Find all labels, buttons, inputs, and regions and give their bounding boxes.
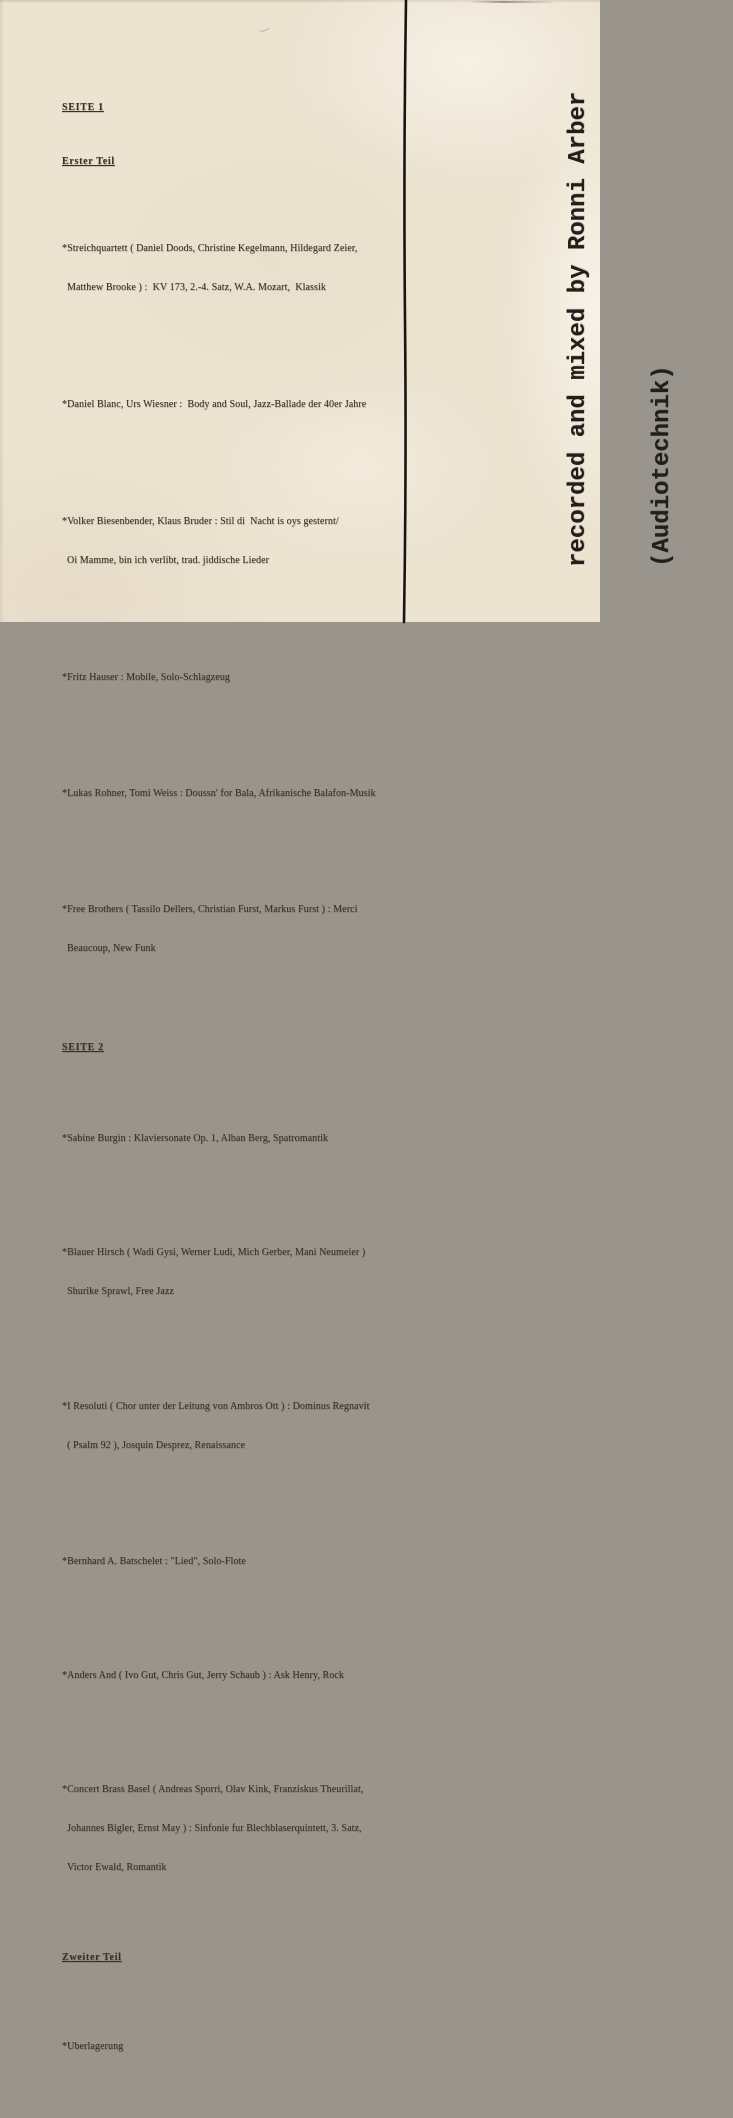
track-line: *Streichquartett ( Daniel Doods, Christine Kegelmann, Hildegard Zeier,	[62, 243, 358, 254]
track-line: *Lukas Rohner, Tomi Weiss : Doussn' for Bala, Afrikanische Balafon-Musik	[62, 788, 376, 799]
track-line: ( Psalm 92 ), Josquin Desprez, Renaissance	[67, 1440, 246, 1451]
track-item	[62, 1643, 400, 1708]
track-line: Beaucoup, New Funk	[67, 943, 156, 954]
pencil-mark	[257, 23, 270, 32]
track-item	[62, 1106, 400, 1171]
track-item	[62, 489, 400, 593]
track-line: Oi Mamme, bin ich verlibt, trad. jiddische Lieder	[67, 555, 270, 566]
zweiter-teil-heading: Zweiter Teil	[62, 1952, 122, 1963]
track-item	[62, 1529, 400, 1594]
track-item	[62, 1374, 400, 1478]
tracklist	[62, 62, 400, 2118]
seite2-heading: SEITE 2	[62, 1042, 104, 1053]
credits-block	[509, 67, 733, 567]
credits-line-recorded: recorded and mixed by Ronni Arber	[565, 91, 592, 567]
track-line: Victor Ewald, Romantik	[67, 1862, 167, 1873]
track-line: Shurike Sprawl, Free Jazz	[67, 1286, 174, 1297]
track-line: Johannes Bigler, Ernst May ) : Sinfonie fur Blechblaserquintett, 3. Satz,	[67, 1823, 362, 1834]
seite1-heading: SEITE 1	[62, 102, 104, 113]
track-item	[62, 2014, 400, 2079]
track-line: *Blauer Hirsch ( Wadi Gysi, Werner Ludi, Mich Gerber, Mani Neumeier )	[62, 1247, 366, 1258]
track-item	[62, 1220, 400, 1324]
track-item	[62, 216, 400, 320]
scan-smudge	[468, 1, 554, 4]
erster-teil-heading: Erster Teil	[62, 156, 115, 167]
track-line: *Fritz Hauser : Mobile, Solo-Schlagzeug	[62, 672, 231, 683]
track-line: *Bernhard A. Batschelet : "Lied", Solo-Flote	[62, 1556, 246, 1567]
track-line: Matthew Brooke ) : KV 173, 2.-4. Satz, W.A. Mozart, Klassik	[67, 282, 326, 293]
track-line: *Concert Brass Basel ( Andreas Sporri, Olav Kink, Franziskus Theurillat,	[62, 1784, 364, 1795]
credits-line-audiotechnik: (Audiotechnik)	[649, 365, 676, 567]
track-item	[62, 372, 400, 437]
track-line: *Anders And ( Ivo Gut, Chris Gut, Jerry Schaub ) : Ask Henry, Rock	[62, 1670, 345, 1681]
track-item	[62, 645, 400, 710]
track-item	[62, 877, 400, 981]
track-line: *Uberlagerung	[62, 2041, 124, 2052]
track-line: *Volker Biesenbender, Klaus Bruder : Stil di Nacht is oys gesternt/	[62, 516, 339, 527]
track-line: *Sabine Burgin : Klaviersonate Op. 1, Alban Berg, Spatromantik	[62, 1133, 329, 1144]
track-item	[62, 1757, 400, 1900]
track-line: *I Resoluti ( Chor unter der Leitung von Ambros Ott ) : Dominus Regnavit	[62, 1401, 370, 1412]
track-item	[62, 761, 400, 826]
track-line: *Daniel Blanc, Urs Wiesner : Body and Soul, Jazz-Ballade der 40er Jahre	[62, 399, 367, 410]
track-line: *Free Brothers ( Tassilo Dellers, Christian Furst, Markus Furst ) : Merci	[62, 904, 358, 915]
